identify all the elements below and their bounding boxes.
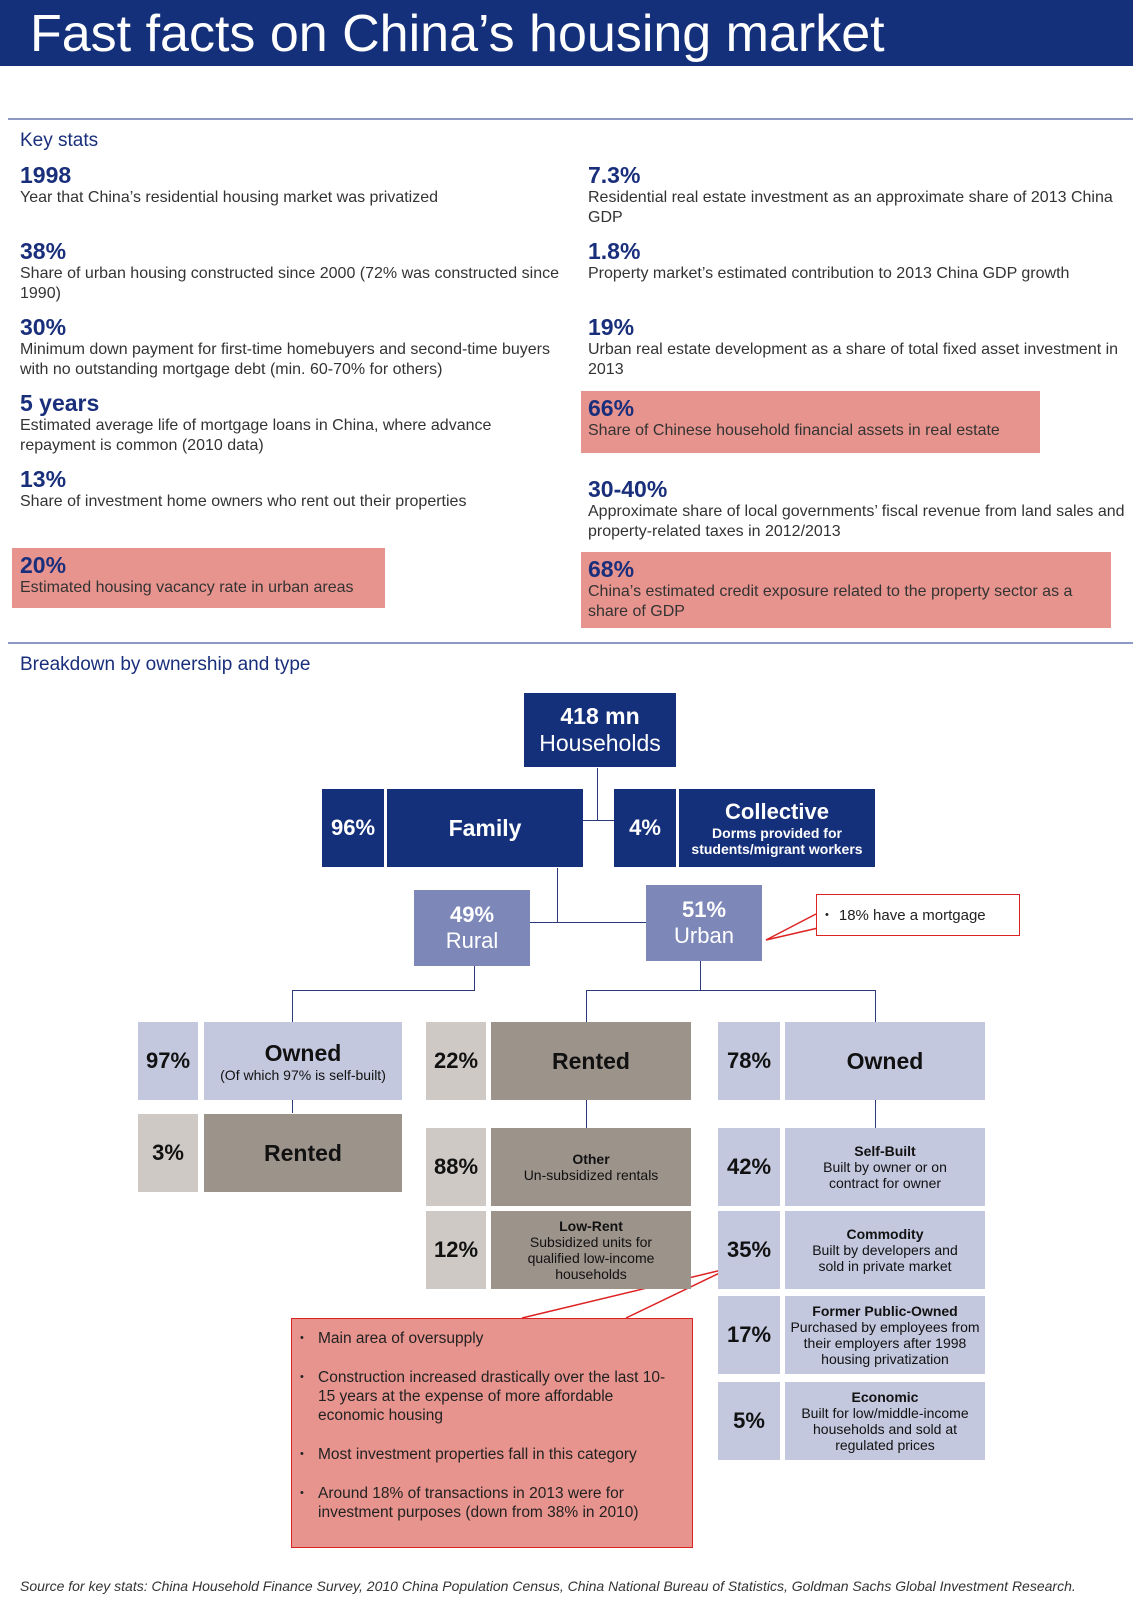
stat-value: 5 years: [20, 390, 100, 416]
stat-value: 13%: [20, 466, 67, 492]
bullet-icon: •: [825, 909, 829, 921]
urban-rented-pct: 22%: [426, 1022, 486, 1100]
self-built-box: [785, 1128, 985, 1206]
key-stats-heading: Key stats: [20, 130, 99, 151]
economic-title: Economic: [851, 1389, 919, 1405]
stat-desc: Estimated average life of mortgage loans in China, where advance repayment is common (2010 data): [20, 417, 492, 454]
stat-value: 38%: [20, 238, 67, 264]
stat-value: 19%: [588, 314, 635, 340]
breakdown-heading: Breakdown by ownership and type: [20, 654, 311, 675]
page-title: Fast facts on China’s housing market: [30, 5, 885, 63]
mortgage-pointer: [766, 914, 818, 940]
urban-label: Urban: [674, 923, 734, 948]
family-box: Family: [387, 789, 583, 867]
list-item: • Main area of oversupply: [318, 1329, 680, 1348]
commodity-title: Commodity: [846, 1226, 924, 1242]
former-public-pct: 17%: [718, 1296, 780, 1374]
stat-value: 68%: [588, 556, 635, 582]
low-rent-pct: 12%: [426, 1211, 486, 1289]
other-rentals-pct: 88%: [426, 1128, 486, 1206]
family-pct: 96%: [322, 789, 384, 867]
self-built-sub: Built by owner or on contract for owner: [823, 1159, 947, 1191]
rural-owned-pct: 97%: [138, 1022, 198, 1100]
rural-rented-box: Rented: [204, 1114, 402, 1192]
stat-desc: Year that China’s residential housing market was privatized: [20, 189, 439, 206]
collective-pct: 4%: [614, 789, 676, 867]
commodity-sub: Built by developers and sold in private market: [812, 1242, 958, 1274]
urban-rented-box: Rented: [491, 1022, 691, 1100]
list-item: • Construction increased drastically over the last 10-15 years at the expense of more affordable economic housing: [318, 1368, 680, 1425]
stat-desc: Estimated housing vacancy rate in urban areas: [20, 579, 354, 596]
stat-value: 1998: [20, 162, 72, 188]
self-built-title: Self-Built: [854, 1143, 916, 1159]
low-rent-sub: Subsidized units for qualified low-income households: [527, 1234, 655, 1282]
stat-desc: Urban real estate development as a share of total fixed asset investment in 2013: [588, 341, 1119, 378]
stat-desc: Property market’s estimated contribution to 2013 China GDP growth: [588, 265, 1070, 282]
former-public-sub: Purchased by employees from their employers after 1998 housing privatization: [790, 1319, 980, 1367]
rural-label: Rural: [445, 928, 499, 953]
oversupply-callout: [291, 1318, 693, 1548]
urban-pct: 51%: [681, 897, 727, 922]
oversupply-list: [296, 1329, 680, 1522]
rural-owned-sub: (Of which 97% is self-built): [220, 1066, 386, 1083]
source-note: Source for key stats: China Household Finance Survey, 2010 China Population Census, China National Bureau of Statistics, Goldman Sachs Global Investment Research.: [20, 1578, 1076, 1594]
other-rentals-sub: Un-subsidized rentals: [523, 1167, 659, 1183]
economic-pct: 5%: [718, 1382, 780, 1460]
low-rent-title: Low-Rent: [559, 1218, 623, 1234]
stat-value: 1.8%: [588, 238, 641, 264]
stat-desc: Approximate share of local governments’ fiscal revenue from land sales and property-related taxes in 2012/2013: [588, 503, 1125, 540]
households-box: [524, 693, 676, 767]
collective-label: Collective: [725, 799, 829, 824]
former-public-title: Former Public-Owned: [812, 1303, 958, 1319]
self-built-pct: 42%: [718, 1128, 780, 1206]
mortgage-note: 18% have a mortgage: [838, 906, 986, 924]
rural-owned-box: [204, 1022, 402, 1100]
stat-value: 66%: [588, 395, 635, 421]
urban-owned-pct: 78%: [718, 1022, 780, 1100]
other-rentals-box: [491, 1128, 691, 1206]
list-item: • Most investment properties fall in this category: [318, 1445, 680, 1464]
economic-sub: Built for low/middle-income households and sold at regulated prices: [801, 1405, 969, 1453]
former-public-box: [785, 1296, 985, 1374]
urban-box: [646, 885, 762, 961]
rural-rented-pct: 3%: [138, 1114, 198, 1192]
stat-desc: Share of investment home owners who rent out their properties: [20, 493, 467, 510]
urban-owned-box: Owned: [785, 1022, 985, 1100]
stat-value: 30%: [20, 314, 67, 340]
low-rent-box: [491, 1211, 691, 1289]
stat-desc: China’s estimated credit exposure related to the property sector as a share of GDP: [588, 583, 1073, 620]
commodity-pct: 35%: [718, 1211, 780, 1289]
mortgage-callout: [816, 894, 1020, 936]
other-rentals-title: Other: [572, 1151, 610, 1167]
list-item: • Around 18% of transactions in 2013 were for investment purposes (down from 38% in 2010): [318, 1484, 680, 1522]
stat-value: 7.3%: [588, 162, 641, 188]
households-value: 418 mn: [560, 703, 640, 729]
commodity-box: [785, 1211, 985, 1289]
households-label: Households: [539, 730, 661, 756]
collective-sub: Dorms provided for students/migrant workers: [691, 825, 863, 857]
stat-desc: Share of Chinese household financial assets in real estate: [588, 422, 1000, 439]
rural-owned-label: Owned: [264, 1039, 342, 1066]
stat-desc: Residential real estate investment as an approximate share of 2013 China GDP: [588, 189, 1113, 226]
economic-box: [785, 1382, 985, 1460]
stat-desc: Share of urban housing constructed since 2000 (72% was constructed since 1990): [20, 265, 559, 302]
stat-desc: Minimum down payment for first-time homebuyers and second-time buyers with no outstanding mortgage debt (min. 60-70% for others): [20, 341, 550, 378]
rural-pct: 49%: [449, 902, 495, 927]
rural-box: [414, 890, 530, 966]
stat-value: 20%: [20, 552, 67, 578]
stat-value: 30-40%: [588, 476, 668, 502]
collective-box: [679, 789, 875, 867]
